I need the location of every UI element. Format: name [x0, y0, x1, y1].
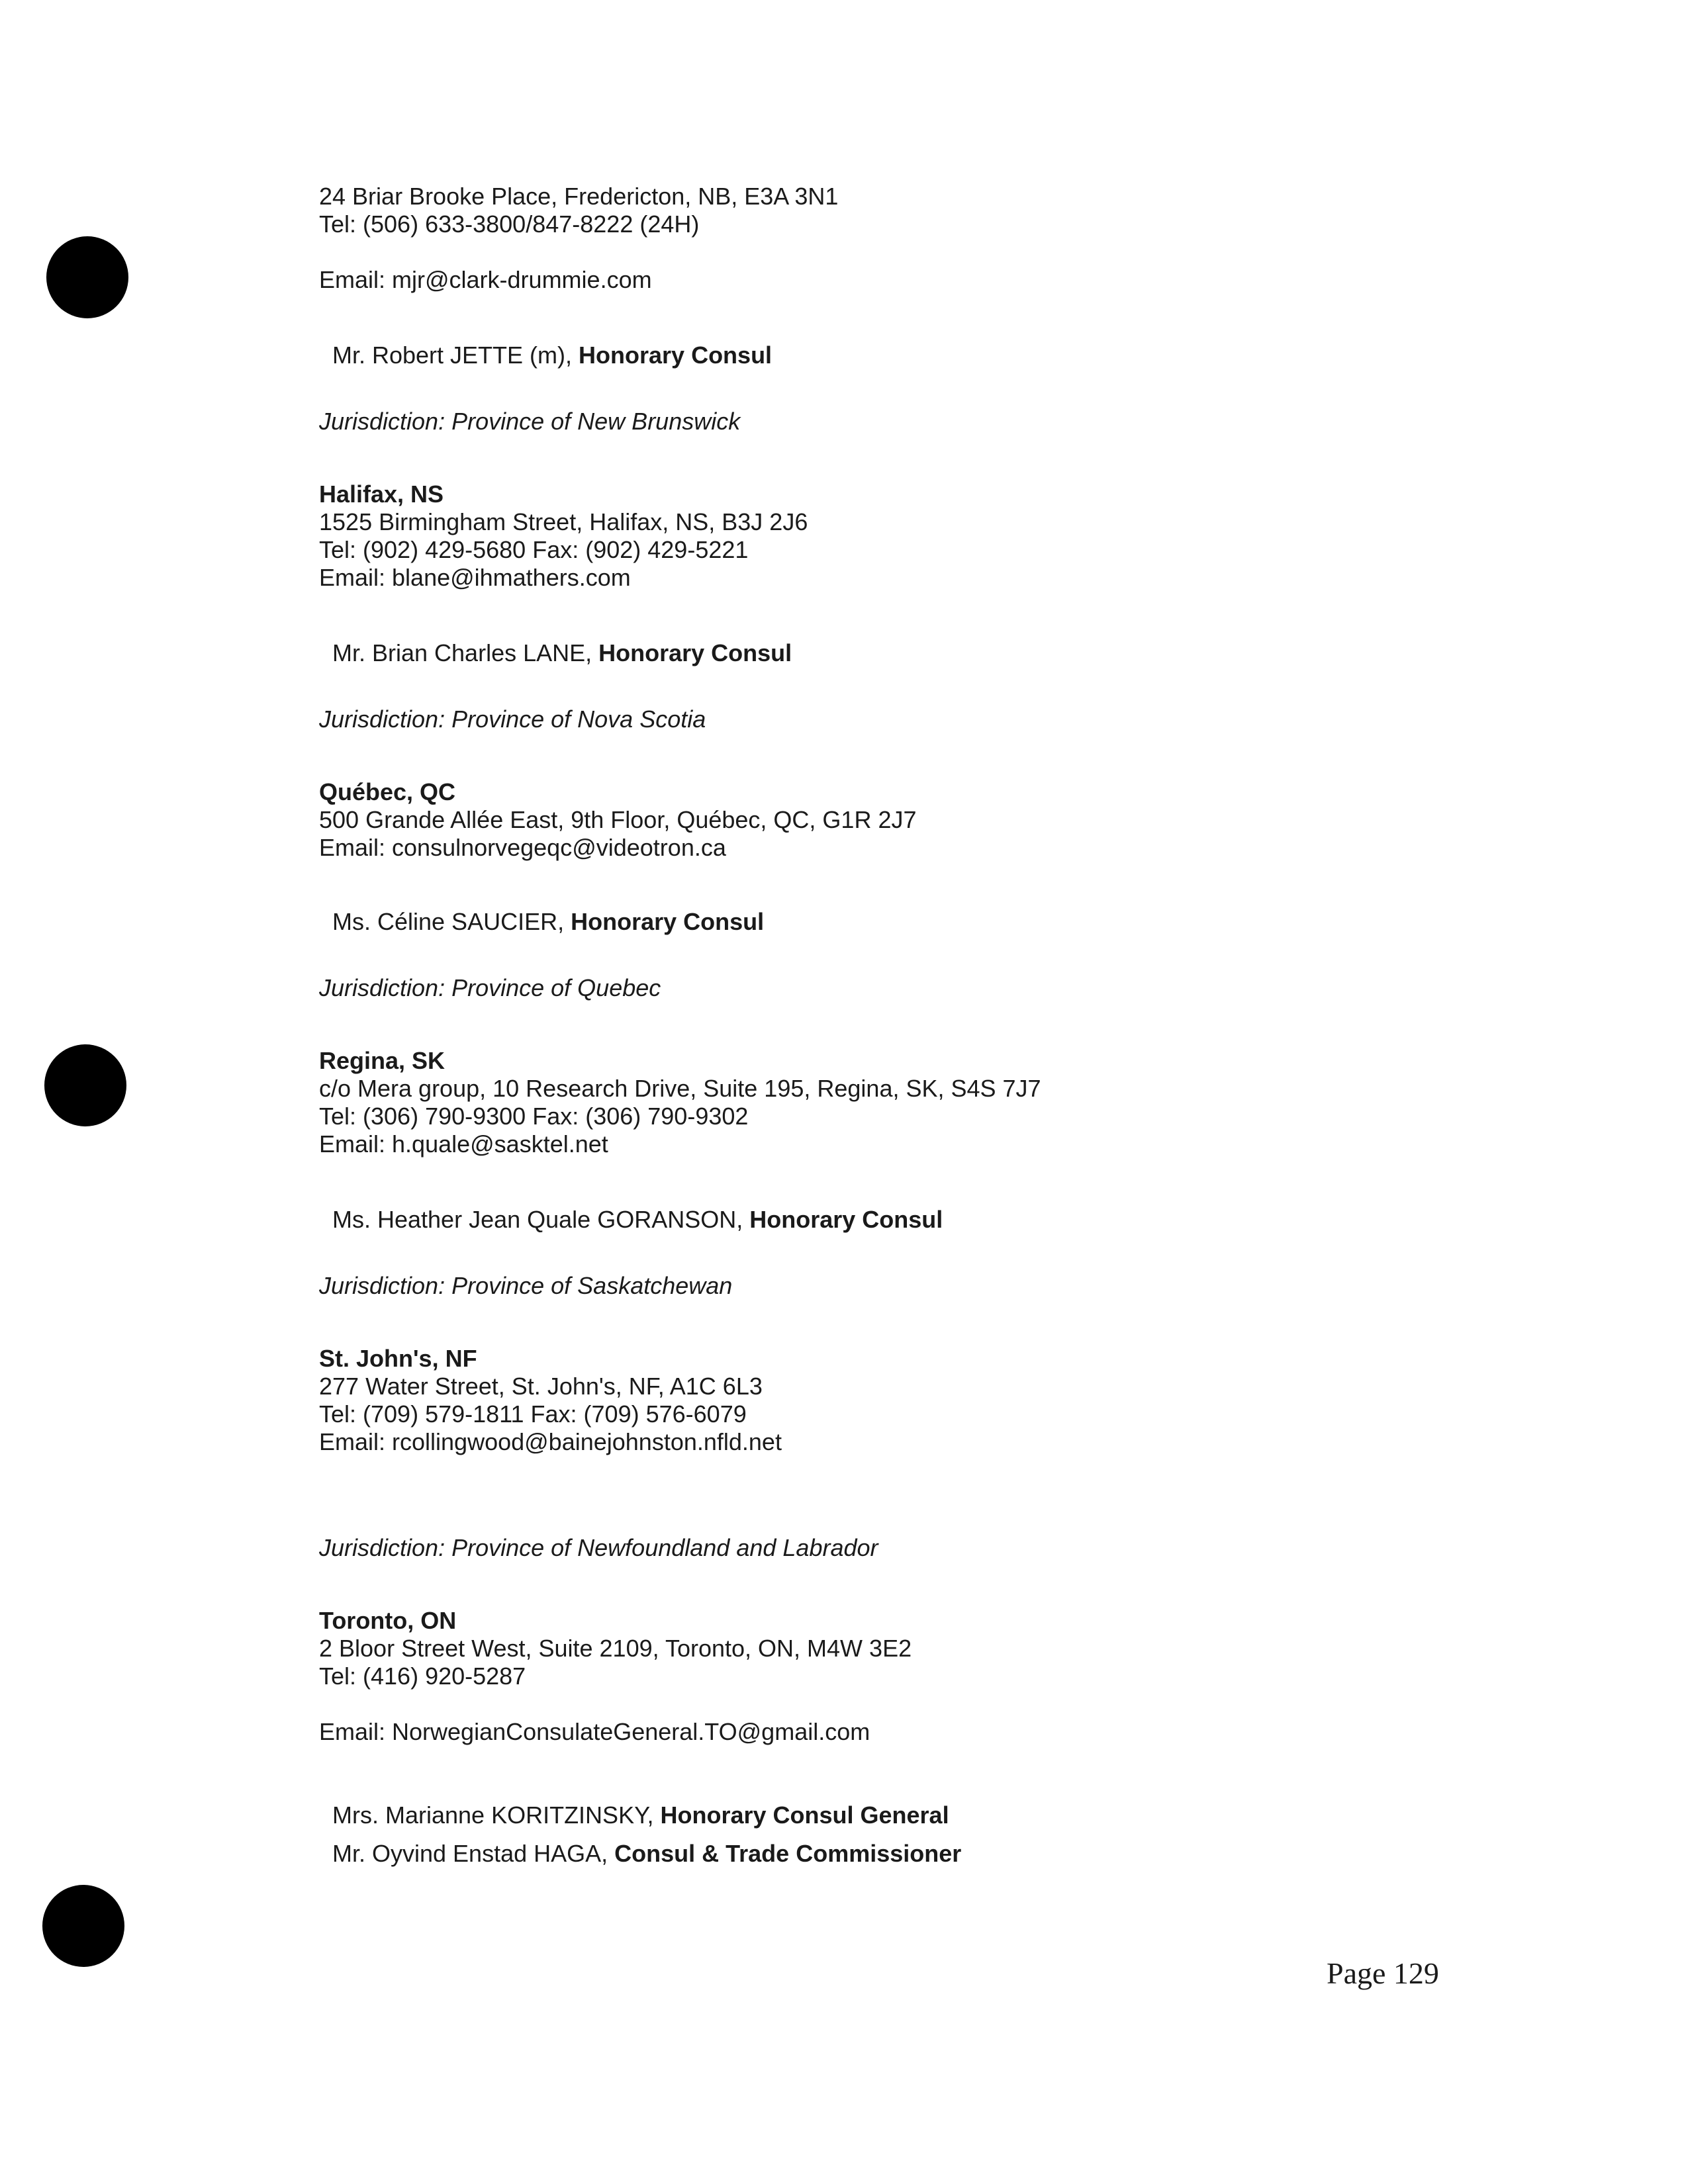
toronto-consul-general-name: Mrs. Marianne KORITZINSKY,: [332, 1801, 661, 1829]
regina-email: Email: h.quale@sasktel.net: [319, 1130, 608, 1158]
regina-jurisdiction: Jurisdiction: Province of Saskatchewan: [319, 1272, 733, 1299]
fredericton-jurisdiction: Jurisdiction: Province of New Brunswick: [319, 408, 741, 435]
toronto-contact: [319, 1607, 1444, 1746]
toronto-consul-general: [332, 1801, 949, 1829]
quebec-consul-title: Honorary Consul: [571, 908, 765, 935]
halifax-email: Email: blane@ihmathers.com: [319, 564, 631, 591]
toronto-trade-commissioner-name: Mr. Oyvind Enstad HAGA,: [332, 1840, 615, 1867]
st-johns-address: 277 Water Street, St. John's, NF, A1C 6L3: [319, 1373, 763, 1400]
halifax-consul-name: Mr. Brian Charles LANE,: [332, 639, 599, 666]
quebec-city-heading: Québec, QC: [319, 778, 456, 805]
fredericton-phone: Tel: (506) 633-3800/847-8222 (24H): [319, 210, 700, 238]
halifax-city-heading: Halifax, NS: [319, 480, 444, 508]
fredericton-consul-title: Honorary Consul: [579, 341, 773, 369]
quebec-consul-name: Ms. Céline SAUCIER,: [332, 908, 571, 935]
regina-contact: [319, 1047, 1444, 1158]
st-johns-email: Email: rcollingwood@bainejohnston.nfld.net: [319, 1428, 782, 1455]
fredericton-email: Email: mjr@clark-drummie.com: [319, 266, 652, 293]
punch-hole-top: [46, 236, 128, 318]
toronto-city-heading: Toronto, ON: [319, 1607, 457, 1634]
halifax-phone: Tel: (902) 429-5680 Fax: (902) 429-5221: [319, 536, 749, 563]
punch-hole-middle: [44, 1044, 126, 1126]
st-johns-phone: Tel: (709) 579-1811 Fax: (709) 576-6079: [319, 1400, 747, 1428]
st-johns-jurisdiction: Jurisdiction: Province of Newfoundland and Labrador: [319, 1534, 878, 1561]
halifax-jurisdiction: Jurisdiction: Province of Nova Scotia: [319, 705, 706, 733]
quebec-consul: [332, 908, 764, 936]
quebec-email: Email: consulnorvegeqc@videotron.ca: [319, 834, 726, 861]
regina-city-heading: Regina, SK: [319, 1047, 445, 1074]
quebec-jurisdiction: Jurisdiction: Province of Quebec: [319, 974, 661, 1001]
halifax-address: 1525 Birmingham Street, Halifax, NS, B3J 2J6: [319, 508, 808, 535]
punch-hole-bottom: [42, 1885, 124, 1967]
toronto-email: Email: NorwegianConsulateGeneral.TO@gmail.com: [319, 1718, 870, 1745]
toronto-phone: Tel: (416) 920-5287: [319, 1662, 526, 1690]
quebec-contact: [319, 778, 1444, 862]
fredericton-consul-name: Mr. Robert JETTE (m),: [332, 341, 579, 369]
toronto-trade-commissioner-title: Consul & Trade Commissioner: [614, 1840, 962, 1867]
fredericton-address: 24 Briar Brooke Place, Fredericton, NB, E3A 3N1: [319, 183, 839, 210]
toronto-trade-commissioner: [332, 1840, 961, 1868]
toronto-consul-general-title: Honorary Consul General: [660, 1801, 949, 1829]
fredericton-contact: [319, 183, 1444, 294]
regina-consul: [332, 1206, 943, 1234]
regina-phone: Tel: (306) 790-9300 Fax: (306) 790-9302: [319, 1103, 749, 1130]
regina-consul-title: Honorary Consul: [749, 1206, 943, 1233]
st-johns-city-heading: St. John's, NF: [319, 1345, 477, 1372]
quebec-address: 500 Grande Allée East, 9th Floor, Québec, QC, G1R 2J7: [319, 806, 917, 833]
st-johns-contact: [319, 1345, 1444, 1456]
halifax-consul-title: Honorary Consul: [598, 639, 792, 666]
regina-consul-name: Ms. Heather Jean Quale GORANSON,: [332, 1206, 750, 1233]
halifax-consul: [332, 639, 792, 667]
page-number: Page 129: [1327, 1956, 1439, 1990]
fredericton-consul: [332, 341, 772, 369]
halifax-contact: [319, 480, 1444, 592]
regina-address: c/o Mera group, 10 Research Drive, Suite 195, Regina, SK, S4S 7J7: [319, 1075, 1041, 1102]
toronto-address: 2 Bloor Street West, Suite 2109, Toronto, ON, M4W 3E2: [319, 1635, 912, 1662]
